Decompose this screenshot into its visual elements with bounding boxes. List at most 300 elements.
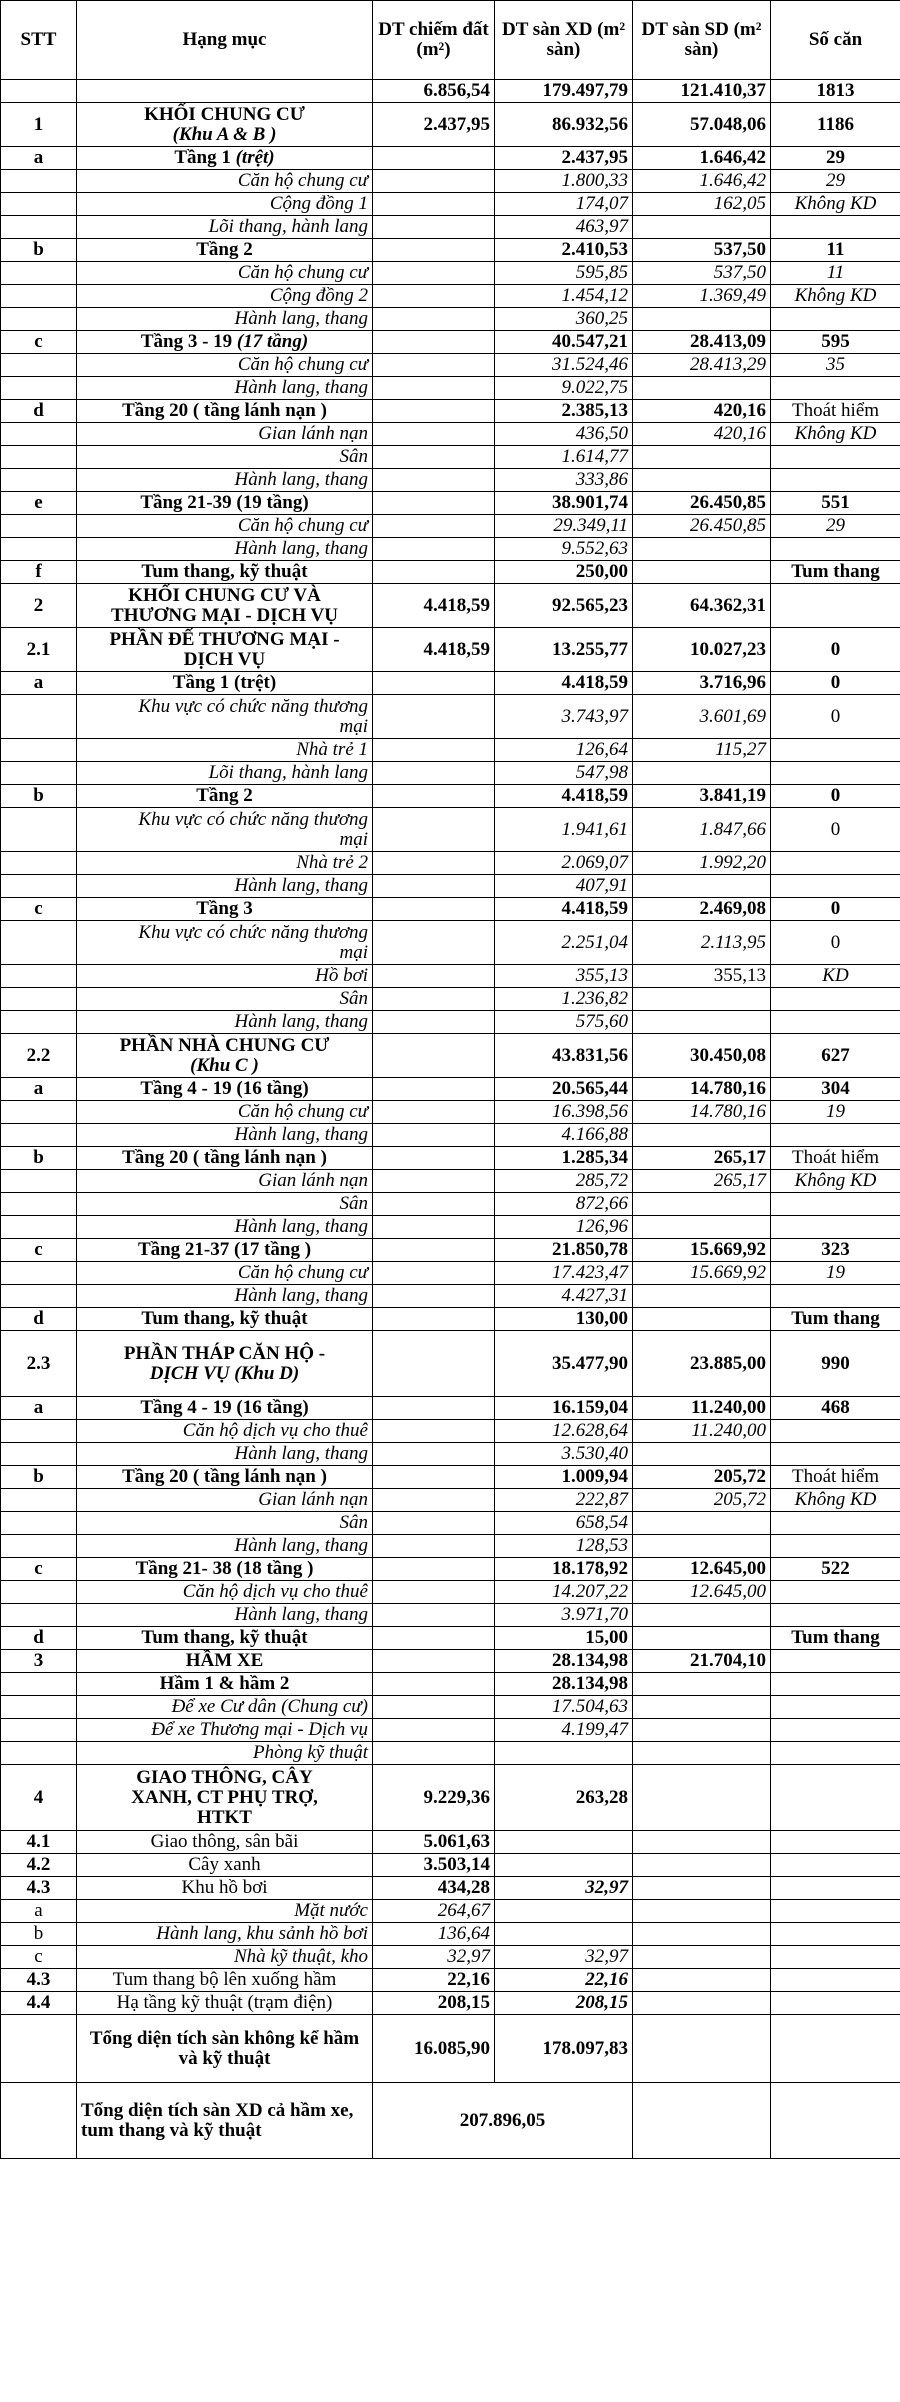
row-floor-area-built: 17.423,47: [495, 1262, 633, 1285]
row-unit-count: [771, 1854, 900, 1877]
row-unit-count: [771, 1900, 900, 1923]
total-2-label: Tổng diện tích sàn XD cả hầm xe, tum thang và kỹ thuật: [77, 2083, 373, 2159]
row-floor-area-used: [633, 1696, 771, 1719]
row-land-area: [373, 1397, 495, 1420]
row-floor-area-built: 1.941,61: [495, 808, 633, 852]
row-floor-area-built: 2.069,07: [495, 852, 633, 875]
row-land-area: 208,15: [373, 1992, 495, 2015]
header-row: [1, 1, 900, 80]
row-item-name: [77, 1512, 373, 1535]
row-item-name: [77, 1831, 373, 1854]
row-item-name: [77, 808, 373, 852]
row-unit-count: Không KD: [771, 193, 900, 216]
table-row: [1, 1923, 900, 1946]
table-row: [1, 1011, 900, 1034]
row-land-area: [373, 672, 495, 695]
row-land-area: [373, 423, 495, 446]
table-row: [1, 538, 900, 561]
row-item-name-line1: Căn hộ chung cư: [237, 1101, 368, 1122]
row-stt: [1, 1101, 77, 1124]
row-land-area: [373, 1331, 495, 1397]
row-floor-area-built: 1.236,82: [495, 988, 633, 1011]
row-item-name: [77, 1331, 373, 1397]
row-land-area: [373, 1101, 495, 1124]
row-item-name-line1: Hành lang, thang: [234, 1535, 368, 1556]
row-item-name: [77, 739, 373, 762]
row-stt: 2.2: [1, 1034, 77, 1078]
row-item-name: [77, 446, 373, 469]
row-item-name: [77, 1535, 373, 1558]
row-floor-area-built: 128,53: [495, 1535, 633, 1558]
row-item-name-line2: mại: [339, 941, 368, 963]
row-land-area: [373, 1308, 495, 1331]
row-floor-area-used: [633, 1946, 771, 1969]
row-item-name: [77, 1262, 373, 1285]
row-unit-count: [771, 1512, 900, 1535]
table-row: [1, 423, 900, 446]
row-item-name-line1: Gian lánh nạn: [258, 423, 368, 444]
row-item-name-line1: Hồ bơi: [315, 965, 368, 986]
table-row: [1, 1397, 900, 1420]
row-floor-area-used: [633, 1765, 771, 1831]
row-floor-area-used: 3.841,19: [633, 785, 771, 808]
row-floor-area-used: 2.469,08: [633, 898, 771, 921]
row-unit-count: 19: [771, 1101, 900, 1124]
row-item-name: [77, 1946, 373, 1969]
row-land-area: [373, 762, 495, 785]
row-floor-area-built: 9.552,63: [495, 538, 633, 561]
row-floor-area-used: 26.450,85: [633, 515, 771, 538]
row-unit-count: [771, 1420, 900, 1443]
row-item-name-line1: Sân: [339, 1193, 368, 1214]
row-land-area: [373, 1193, 495, 1216]
table-row: [1, 965, 900, 988]
row-item-name: [77, 628, 373, 672]
row-floor-area-built: 4.166,88: [495, 1124, 633, 1147]
row-floor-area-used: 12.645,00: [633, 1558, 771, 1581]
row-item-name: [77, 1466, 373, 1489]
row-stt: [1, 965, 77, 988]
table-row: [1, 1308, 900, 1331]
row-stt: [1, 739, 77, 762]
row-stt: [1, 1489, 77, 1512]
table-row: [1, 739, 900, 762]
row-floor-area-used: [633, 1900, 771, 1923]
row-land-area: [373, 1285, 495, 1308]
row-floor-area-used: 121.410,37: [633, 80, 771, 103]
table-row: [1, 1719, 900, 1742]
row-stt: 4.3: [1, 1969, 77, 1992]
row-floor-area-used: [633, 308, 771, 331]
row-floor-area-built: 4.418,59: [495, 785, 633, 808]
row-unit-count: 0: [771, 921, 900, 965]
row-item-name: [77, 898, 373, 921]
row-unit-count: 0: [771, 785, 900, 808]
row-floor-area-used: [633, 1854, 771, 1877]
row-item-name-line3: HTKT: [197, 1806, 252, 1828]
row-floor-area-built: 12.628,64: [495, 1420, 633, 1443]
row-floor-area-used: 205,72: [633, 1489, 771, 1512]
row-floor-area-used: [633, 1923, 771, 1946]
table-row: [1, 469, 900, 492]
row-stt: [1, 377, 77, 400]
table-row: [1, 1627, 900, 1650]
row-floor-area-built: 15,00: [495, 1627, 633, 1650]
total-1-xd: 178.097,83: [495, 2015, 633, 2083]
row-item-name-line1: Tầng 20 ( tầng lánh nạn ): [122, 400, 327, 421]
row-unit-count: 1186: [771, 103, 900, 147]
row-land-area: [373, 1466, 495, 1489]
row-item-name-line1: Hành lang, thang: [234, 1443, 368, 1464]
row-stt: 2: [1, 584, 77, 628]
table-row: [1, 1489, 900, 1512]
table-row: [1, 1262, 900, 1285]
table-row: [1, 561, 900, 584]
row-land-area: [373, 1627, 495, 1650]
table-row: [1, 354, 900, 377]
row-floor-area-used: 265,17: [633, 1147, 771, 1170]
table-row: [1, 875, 900, 898]
row-floor-area-built: 3.971,70: [495, 1604, 633, 1627]
row-unit-count: 11: [771, 262, 900, 285]
row-land-area: [373, 538, 495, 561]
row-unit-count: [771, 1923, 900, 1946]
table-row: [1, 308, 900, 331]
row-land-area: 136,64: [373, 1923, 495, 1946]
row-floor-area-used: [633, 469, 771, 492]
row-land-area: [373, 400, 495, 423]
table-row: [1, 852, 900, 875]
row-item-name: [77, 262, 373, 285]
row-floor-area-built: 20.565,44: [495, 1078, 633, 1101]
row-stt: d: [1, 400, 77, 423]
row-item-name-line1: PHẦN NHÀ CHUNG CƯ: [119, 1034, 330, 1056]
row-floor-area-built: 16.159,04: [495, 1397, 633, 1420]
row-item-name: [77, 1900, 373, 1923]
row-unit-count: [771, 1604, 900, 1627]
row-floor-area-used: 12.645,00: [633, 1581, 771, 1604]
row-unit-count: [771, 1696, 900, 1719]
row-item-name-line2: DỊCH VỤ: [183, 648, 266, 670]
row-stt: b: [1, 1923, 77, 1946]
table-row: [1, 170, 900, 193]
row-item-name: [77, 1443, 373, 1466]
row-stt: a: [1, 1397, 77, 1420]
row-land-area: 5.061,63: [373, 1831, 495, 1854]
row-floor-area-built: 263,28: [495, 1765, 633, 1831]
row-floor-area-used: 26.450,85: [633, 492, 771, 515]
row-item-name: [77, 1489, 373, 1512]
row-stt: [1, 921, 77, 965]
row-floor-area-built: 2.410,53: [495, 239, 633, 262]
row-floor-area-built: 174,07: [495, 193, 633, 216]
table-row: [1, 898, 900, 921]
row-land-area: [373, 515, 495, 538]
row-floor-area-used: 64.362,31: [633, 584, 771, 628]
row-item-name-line1: Tầng 3: [196, 898, 253, 919]
row-item-name-line1: Căn hộ chung cư: [237, 1262, 368, 1283]
row-floor-area-used: [633, 1969, 771, 1992]
row-item-name-line1: Sân: [339, 988, 368, 1009]
row-unit-count: 35: [771, 354, 900, 377]
row-item-name: [77, 239, 373, 262]
row-unit-count: [771, 1831, 900, 1854]
row-floor-area-built: 32,97: [495, 1946, 633, 1969]
row-stt: [1, 1285, 77, 1308]
row-item-name-line1: PHẦN THÁP CĂN HỘ -: [123, 1342, 326, 1364]
row-floor-area-used: 14.780,16: [633, 1101, 771, 1124]
row-item-name: [77, 423, 373, 446]
row-item-name-line1: Khu hồ bơi: [181, 1877, 268, 1898]
row-stt: [1, 1011, 77, 1034]
row-floor-area-used: [633, 1627, 771, 1650]
table-row: [1, 1331, 900, 1397]
row-unit-count: [771, 584, 900, 628]
row-land-area: [373, 216, 495, 239]
row-item-name-line1: Tầng 3 - 19: [140, 331, 237, 352]
row-stt: 4: [1, 1765, 77, 1831]
row-unit-count: [771, 1124, 900, 1147]
table-body: [1, 80, 900, 2015]
row-land-area: [373, 1489, 495, 1512]
row-unit-count: [771, 1216, 900, 1239]
row-item-name-line1: Gian lánh nạn: [258, 1170, 368, 1191]
table-row: [1, 1742, 900, 1765]
row-floor-area-built: 407,91: [495, 875, 633, 898]
row-stt: [1, 1742, 77, 1765]
row-floor-area-built: [495, 1923, 633, 1946]
row-unit-count: [771, 1650, 900, 1673]
row-unit-count: 29: [771, 515, 900, 538]
row-unit-count: Thoát hiểm: [771, 400, 900, 423]
table-row: [1, 1650, 900, 1673]
row-item-name-line1: Tầng 20 ( tầng lánh nạn ): [122, 1466, 327, 1487]
row-floor-area-used: [633, 762, 771, 785]
row-item-name-line2: (Khu C ): [190, 1054, 259, 1076]
row-land-area: [373, 852, 495, 875]
row-item-name-line1: Tầng 4 - 19 (16 tầng): [140, 1078, 309, 1099]
row-item-name: [77, 193, 373, 216]
row-stt: b: [1, 1147, 77, 1170]
row-floor-area-used: 15.669,92: [633, 1262, 771, 1285]
row-item-name-line1: Tum thang, kỹ thuật: [141, 1627, 308, 1648]
row-floor-area-built: 285,72: [495, 1170, 633, 1193]
row-stt: c: [1, 898, 77, 921]
row-floor-area-used: 2.113,95: [633, 921, 771, 965]
row-land-area: [373, 1262, 495, 1285]
row-floor-area-built: 1.614,77: [495, 446, 633, 469]
row-unit-count: [771, 1992, 900, 2015]
row-land-area: [373, 1512, 495, 1535]
row-floor-area-built: 4.418,59: [495, 672, 633, 695]
row-stt: [1, 1719, 77, 1742]
row-item-name: [77, 1193, 373, 1216]
row-item-name-line1: Tầng 2: [196, 785, 253, 806]
row-floor-area-used: 537,50: [633, 262, 771, 285]
row-stt: [1, 762, 77, 785]
row-floor-area-built: 31.524,46: [495, 354, 633, 377]
row-floor-area-used: [633, 1124, 771, 1147]
row-item-name: [77, 672, 373, 695]
table-row: [1, 1124, 900, 1147]
row-item-name-line1: Giao thông, sân bãi: [150, 1831, 299, 1852]
row-item-name: [77, 1034, 373, 1078]
row-floor-area-built: 4.427,31: [495, 1285, 633, 1308]
row-stt: [1, 1193, 77, 1216]
row-floor-area-built: 1.285,34: [495, 1147, 633, 1170]
row-item-name: [77, 1011, 373, 1034]
row-stt: 4.2: [1, 1854, 77, 1877]
row-floor-area-used: [633, 446, 771, 469]
row-item-name-line1: Tum thang, kỹ thuật: [141, 1308, 308, 1329]
row-item-name: [77, 1558, 373, 1581]
row-item-name-line1: Căn hộ chung cư: [237, 170, 368, 191]
row-land-area: [373, 262, 495, 285]
row-item-name: [77, 1239, 373, 1262]
row-item-name-line1: Mặt nước: [294, 1900, 368, 1921]
row-land-area: [373, 1696, 495, 1719]
row-floor-area-used: 205,72: [633, 1466, 771, 1489]
table-row: [1, 1101, 900, 1124]
row-item-name: [77, 584, 373, 628]
table-row: [1, 1216, 900, 1239]
row-unit-count: 627: [771, 1034, 900, 1078]
row-land-area: [373, 1650, 495, 1673]
row-stt: 1: [1, 103, 77, 147]
row-item-name-line1: Phòng kỹ thuật: [252, 1742, 368, 1763]
row-item-name-line1: Gian lánh nạn: [258, 1489, 368, 1510]
row-item-name-line1: Tum thang, kỹ thuật: [141, 561, 308, 582]
row-stt: d: [1, 1627, 77, 1650]
row-item-name-line1: KHỐI CHUNG CƯ: [144, 103, 305, 125]
row-stt: [1, 308, 77, 331]
row-land-area: [373, 1420, 495, 1443]
row-floor-area-built: 22,16: [495, 1969, 633, 1992]
row-unit-count: 595: [771, 331, 900, 354]
row-item-name-line1: Tầng 21-37 (17 tầng ): [137, 1239, 312, 1260]
row-floor-area-built: 126,64: [495, 739, 633, 762]
row-floor-area-built: 28.134,98: [495, 1650, 633, 1673]
row-unit-count: 0: [771, 808, 900, 852]
row-stt: [1, 808, 77, 852]
row-item-name: [77, 1147, 373, 1170]
row-stt: [1, 1420, 77, 1443]
row-floor-area-used: [633, 1992, 771, 2015]
table-row: [1, 1946, 900, 1969]
row-item-name: [77, 103, 373, 147]
row-land-area: [373, 193, 495, 216]
row-item-name-line1: Căn hộ dịch vụ cho thuê: [182, 1581, 368, 1602]
row-floor-area-built: 9.022,75: [495, 377, 633, 400]
header-floor-area-used: DT sàn SD (m² sàn): [633, 1, 771, 80]
row-floor-area-used: 162,05: [633, 193, 771, 216]
row-unit-count: 29: [771, 147, 900, 170]
row-floor-area-used: 28.413,29: [633, 354, 771, 377]
row-item-name-line1: Nhà trẻ 1: [296, 739, 368, 760]
table-row: [1, 1078, 900, 1101]
row-floor-area-used: [633, 1673, 771, 1696]
total-1-land: 16.085,90: [373, 2015, 495, 2083]
row-item-name: [77, 1877, 373, 1900]
row-floor-area-used: 1.369,49: [633, 285, 771, 308]
row-stt: c: [1, 1558, 77, 1581]
row-land-area: [373, 1034, 495, 1078]
row-item-name: [77, 1969, 373, 1992]
row-item-name-line1: Sân: [339, 446, 368, 467]
row-land-area: [373, 492, 495, 515]
table-row: [1, 103, 900, 147]
row-floor-area-used: [633, 875, 771, 898]
row-unit-count: Không KD: [771, 1489, 900, 1512]
row-item-name: [77, 1765, 373, 1831]
row-unit-count: [771, 216, 900, 239]
table-row: [1, 584, 900, 628]
table-row: [1, 1285, 900, 1308]
row-floor-area-used: 1.646,42: [633, 170, 771, 193]
row-item-name: [77, 1673, 373, 1696]
row-unit-count: Tum thang: [771, 561, 900, 584]
row-floor-area-used: 15.669,92: [633, 1239, 771, 1262]
row-stt: 2.1: [1, 628, 77, 672]
row-unit-count: [771, 1946, 900, 1969]
row-item-name-line1: KHỐI CHUNG CƯ VÀ: [128, 584, 321, 606]
row-item-name-line1: Căn hộ chung cư: [237, 354, 368, 375]
row-floor-area-built: 436,50: [495, 423, 633, 446]
row-unit-count: 0: [771, 898, 900, 921]
row-land-area: [373, 785, 495, 808]
row-land-area: 434,28: [373, 1877, 495, 1900]
row-item-name: [77, 492, 373, 515]
row-floor-area-used: 14.780,16: [633, 1078, 771, 1101]
row-item-name-line1: Nhà trẻ 2: [296, 852, 368, 873]
row-land-area: [373, 1239, 495, 1262]
row-floor-area-used: 1.847,66: [633, 808, 771, 852]
table-row: [1, 446, 900, 469]
row-item-name: [77, 921, 373, 965]
row-stt: a: [1, 1900, 77, 1923]
table-row: [1, 1969, 900, 1992]
total-row-1: [1, 2015, 900, 2083]
row-item-name: [77, 965, 373, 988]
row-item-name: [77, 1581, 373, 1604]
row-floor-area-used: [633, 1285, 771, 1308]
row-land-area: [373, 170, 495, 193]
row-unit-count: 522: [771, 1558, 900, 1581]
row-land-area: [373, 1535, 495, 1558]
row-land-area: [373, 285, 495, 308]
row-item-name: [77, 1420, 373, 1443]
table-row: [1, 239, 900, 262]
row-item-name: [77, 331, 373, 354]
header-item: Hạng mục: [77, 1, 373, 80]
table-row: [1, 1239, 900, 1262]
row-item-name: [77, 354, 373, 377]
row-floor-area-built: 92.565,23: [495, 584, 633, 628]
table-row: [1, 628, 900, 672]
row-floor-area-used: 420,16: [633, 400, 771, 423]
row-floor-area-built: 3.743,97: [495, 695, 633, 739]
row-item-name: [77, 1308, 373, 1331]
table-row: [1, 1147, 900, 1170]
row-stt: [1, 538, 77, 561]
row-unit-count: 468: [771, 1397, 900, 1420]
table-row: [1, 1673, 900, 1696]
row-land-area: 6.856,54: [373, 80, 495, 103]
table-row: [1, 1170, 900, 1193]
row-floor-area-built: 872,66: [495, 1193, 633, 1216]
row-unit-count: 304: [771, 1078, 900, 1101]
row-floor-area-used: 265,17: [633, 1170, 771, 1193]
